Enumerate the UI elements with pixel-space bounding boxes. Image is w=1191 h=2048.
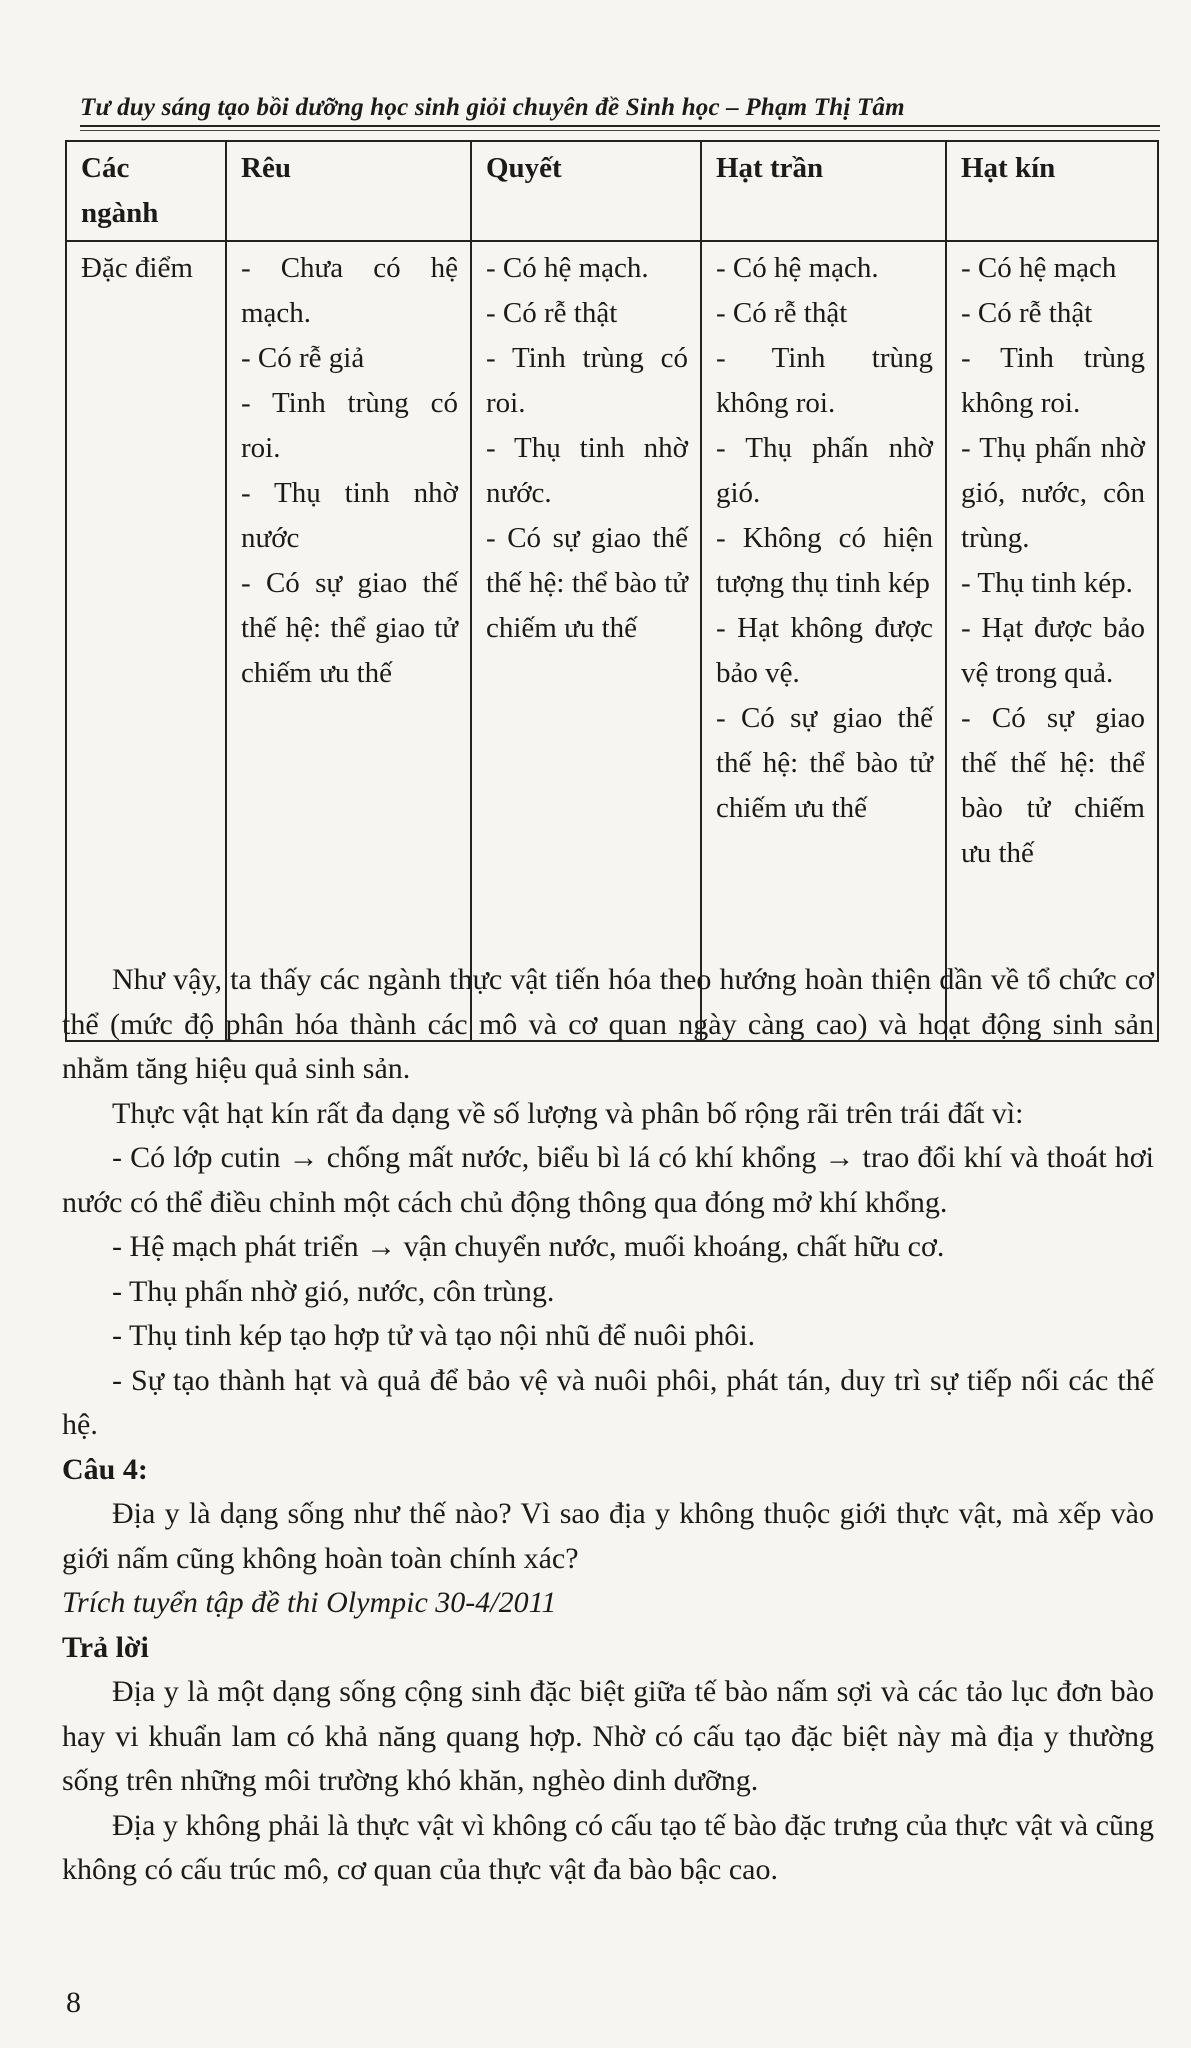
- header-quyet: Quyết: [471, 141, 701, 241]
- list-item: - Thụ tinh kép tạo hợp tử và tạo nội nhũ để nuôi phôi.: [112, 1319, 756, 1352]
- feature-list-quyet: - Có hệ mạch. - Có rễ thật - Tinh trùng có roi. - Thụ tinh nhờ nước. - Có sự giao thế thế hệ: thể bào tử chiếm ưu thế: [486, 252, 688, 644]
- answer-title: Trả lời: [62, 1630, 149, 1664]
- angiosperm-intro: Thực vật hạt kín rất đa dạng về số lượng và phân bố rộng rãi trên trái đất vì:: [112, 1096, 1024, 1130]
- feature-list-hat-kin: - Có hệ mạch - Có rễ thật - Tinh trùng không roi. - Thụ phấn nhờ gió, nước, côn trùng. - Thụ tinh kép. - Hạt được bảo vệ trong quả. - Có sự giao thế thế hệ: thể bào tử chiếm ưu thế: [961, 252, 1145, 869]
- cell-hat-kin: [946, 241, 1158, 1041]
- list-item: - Thụ phấn nhờ gió, nước, côn trùng.: [112, 1274, 555, 1308]
- question-text: Địa y là dạng sống như thế nào? Vì sao địa y không thuộc giới thực vật, mà xếp vào giới nấm cũng không hoàn toàn chính xác?: [62, 1497, 1154, 1575]
- conclusion-paragraph: Như vậy, ta thấy các ngành thực vật tiến hóa theo hướng hoàn thiện dần về tổ chức cơ thể (mức độ phân hóa thành các mô và cơ quan ngày càng cao) và hoạt động sinh sản nhằm tăng hiệu quả sinh sản.: [62, 963, 1154, 1085]
- table-header-row: [66, 141, 1158, 241]
- cell-reu: [226, 241, 471, 1041]
- list-item: - Hệ mạch phát triển → vận chuyển nước, muối khoáng, chất hữu cơ.: [112, 1230, 945, 1263]
- running-header: Tư duy sáng tạo bồi dưỡng học sinh giỏi chuyên đề Sinh học – Phạm Thị Tâm: [80, 94, 905, 121]
- header-hat-tran: Hạt trần: [701, 141, 946, 241]
- list-item: - Có lớp cutin → chống mất nước, biểu bì lá có khí khổng → trao đổi khí và thoát hơi nước có thể điều chỉnh một cách chủ động thông qua đóng mở khí khổng.: [62, 1141, 1154, 1219]
- list-item: - Sự tạo thành hạt và quả để bảo vệ và nuôi phôi, phát tán, duy trì sự tiếp nối các thế hệ.: [62, 1363, 1154, 1441]
- cell-quyet: [471, 241, 701, 1041]
- feature-list-hat-tran: - Có hệ mạch. - Có rễ thật - Tinh trùng không roi. - Thụ phấn nhờ gió. - Không có hiện tượng thụ tinh kép - Hạt không được bảo vệ. - Có sự giao thế thế hệ: thể bào tử chiếm ưu thế: [716, 252, 933, 824]
- table-row: [66, 241, 1158, 1041]
- header-rule: [80, 125, 1160, 127]
- header-reu: Rêu: [226, 141, 471, 241]
- header-hat-kin: Hạt kín: [946, 141, 1158, 241]
- question-source: Trích tuyển tập đề thi Olympic 30-4/2011: [62, 1586, 557, 1619]
- cell-hat-tran: [701, 241, 946, 1041]
- header-cac-nganh: Các ngành: [66, 141, 226, 241]
- body-text: [62, 958, 1154, 1893]
- answer-paragraph: Địa y không phải là thực vật vì không có cấu tạo tế bào đặc trưng của thực vật và cũng không có cấu trúc mô, cơ quan của thực vật đa bào bậc cao.: [62, 1808, 1154, 1886]
- answer-paragraph: Địa y là một dạng sống cộng sinh đặc biệt giữa tế bào nấm sợi và các tảo lục đơn bào hay vi khuẩn lam có khả năng quang hợp. Nhờ có cấu tạo đặc biệt này mà địa y thường sống trên những môi trường khó khăn, nghèo dinh dưỡng.: [62, 1675, 1154, 1797]
- row-label-dac-diem: Đặc điểm: [66, 241, 226, 1041]
- question-label: Câu 4:: [62, 1452, 148, 1486]
- feature-list-reu: - Chưa có hệ mạch. - Có rễ giả - Tinh trùng có roi. - Thụ tinh nhờ nước - Có sự giao thế thế hệ: thể giao tử chiếm ưu thế: [241, 252, 458, 689]
- plant-comparison-table: [65, 140, 1159, 1042]
- page-number: 8: [66, 1986, 81, 2019]
- header-rule-thin: [80, 130, 1160, 131]
